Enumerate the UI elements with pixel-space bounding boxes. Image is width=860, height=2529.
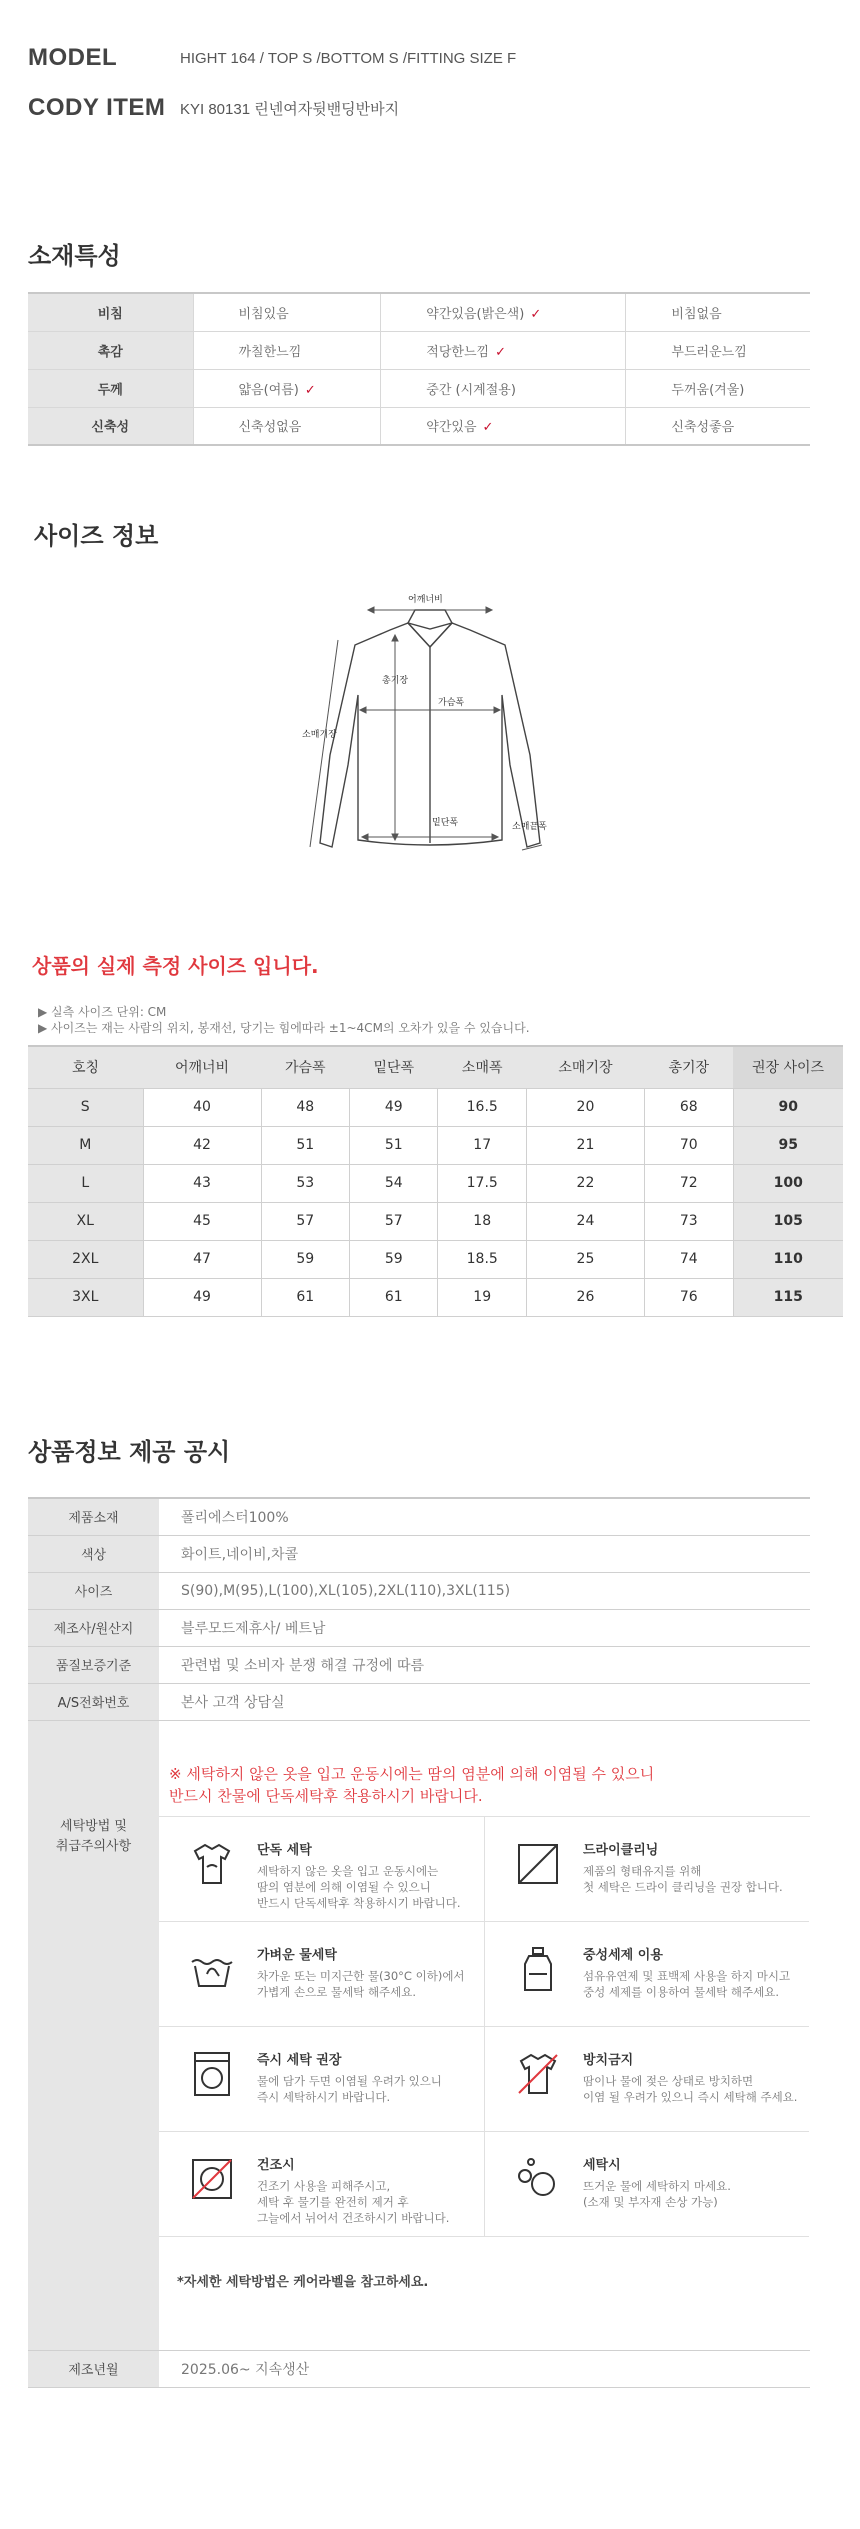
material-option [381,407,626,445]
material-key: 두께 [28,369,193,407]
size-cell: 40 [143,1088,261,1126]
detergent-icon [513,1944,563,1994]
care-item [159,2027,484,2132]
size-cell: 68 [644,1088,733,1126]
material-option [381,331,626,369]
size-row [28,1278,843,1316]
size-cell: 76 [644,1278,733,1316]
model-row [28,44,516,72]
info-value: S(90),M(95),L(100),XL(105),2XL(110),3XL(115) [159,1572,810,1609]
care-item-desc: 건조기 사용을 피해주시고, 세탁 후 물기를 완전히 제거 후 그늘에서 뉘어서 건조하시기 바랍니다. [257,2178,450,2225]
material-option [626,369,810,407]
size-cell: 73 [644,1202,733,1240]
size-header-cell: 가슴폭 [261,1046,349,1088]
material-option [381,369,626,407]
size-row [28,1202,843,1240]
info-row-made [28,2350,810,2387]
size-cell: 24 [526,1202,644,1240]
care-footer-note: *자세한 세탁방법은 케어라벨을 참고하세요. [177,2274,429,2290]
material-row [28,293,810,331]
size-cell: 42 [143,1126,261,1164]
sleeve-length-arrow [310,640,338,847]
size-cell: 3XL [28,1278,143,1316]
size-header-cell: 밑단폭 [349,1046,437,1088]
shirt-measure-diagram [290,585,550,865]
size-cell: 49 [143,1278,261,1316]
care-item [484,2132,809,2237]
info-key: 품질보증기준 [28,1646,159,1683]
care-item-desc: 섬유유연제 및 표백제 사용을 하지 마시고 중성 세제를 이용하여 물세탁 해주세요. [583,1968,791,1999]
size-cell: 21 [526,1126,644,1164]
care-item-desc: 제품의 형태유지를 위해 첫 세탁은 드라이 클리닝을 권장 합니다. [583,1863,783,1894]
size-cell: 95 [733,1126,843,1164]
size-cell: 110 [733,1240,843,1278]
size-cell: 26 [526,1278,644,1316]
material-row [28,331,810,369]
material-title: 소재특성 [28,242,121,270]
info-value: 2025.06~ 지속생산 [159,2350,810,2387]
size-cell: 18 [438,1202,526,1240]
hand-wash-icon [187,1944,237,1994]
info-value: 폴리에스터100% [159,1498,810,1535]
material-option [626,331,810,369]
size-header-cell: 호칭 [28,1046,143,1088]
material-option [626,407,810,445]
size-row [28,1240,843,1278]
care-item-desc: 세탁하지 않은 옷을 입고 운동시에는 땀의 염분에 의해 이염될 수 있으니 반드시 단독세탁후 착용하시기 바랍니다. [257,1863,461,1910]
label-chest: 가슴폭 [438,698,465,708]
size-cell: 51 [349,1126,437,1164]
size-cell: 57 [349,1202,437,1240]
size-cell: 51 [261,1126,349,1164]
care-item-desc: 차가운 또는 미지근한 물(30°C 이하)에서 가볍게 손으로 물세탁 해주세요. [257,1968,465,1999]
model-label: MODEL [28,44,118,71]
size-row [28,1088,843,1126]
info-row [28,1498,810,1535]
size-cell: 17.5 [438,1164,526,1202]
info-value: 블루모드제휴사/ 베트남 [159,1609,810,1646]
size-cell: 59 [349,1240,437,1278]
material-table [28,292,810,446]
material-key: 촉감 [28,331,193,369]
info-row [28,1572,810,1609]
size-cell: 53 [261,1164,349,1202]
care-row [28,1720,810,2350]
info-row [28,1646,810,1683]
label-total-length: 총기장 [382,676,409,686]
material-key: 신축성 [28,407,193,445]
info-row [28,1609,810,1646]
check-icon: ✓ [495,344,506,360]
care-warning: ※ 세탁하지 않은 옷을 입고 운동시에는 땀의 염분에 의해 이염될 수 있으니 반드시 찬물에 단독세탁후 착용하시기 바랍니다. [169,1764,655,1805]
material-option-label: 부드러운느낌 [671,344,747,360]
washing-machine-icon [187,2049,237,2099]
size-cell: 74 [644,1240,733,1278]
check-icon: ✓ [530,306,542,322]
info-value: 관련법 및 소비자 분쟁 해결 규정에 따름 [159,1646,810,1683]
size-cell: 61 [261,1278,349,1316]
info-key: A/S전화번호 [28,1683,159,1720]
material-option-label: 비침없음 [671,306,722,322]
care-content [159,1720,810,2350]
material-option [193,407,381,445]
care-item-title: 중성세제 이용 [583,1947,663,1963]
size-cell: XL [28,1202,143,1240]
care-item-title: 세탁시 [583,2157,621,2173]
material-option-label: 중간 (시계절용) [426,382,516,398]
size-cell: 57 [261,1202,349,1240]
product-info-table [28,1497,810,2388]
info-value: 본사 고객 상담실 [159,1683,810,1720]
cody-value: KYI 80131 린넨여자뒷밴딩반바지 [180,100,400,118]
size-cell: 20 [526,1088,644,1126]
care-item-desc: 뜨거운 물에 세탁하지 마세요. (소재 및 부자재 손상 가능) [583,2178,731,2209]
size-cell: 61 [349,1278,437,1316]
size-cell: L [28,1164,143,1202]
size-cell: 17 [438,1126,526,1164]
info-value: 화이트,네이비,차콜 [159,1535,810,1572]
size-cell: 70 [644,1126,733,1164]
label-sleeve-width: 소매끝폭 [512,822,547,832]
size-cell: 19 [438,1278,526,1316]
care-item-title: 가벼운 물세탁 [257,1947,337,1963]
info-key: 제조년월 [28,2350,159,2387]
info-key: 제품소재 [28,1498,159,1535]
check-icon: ✓ [482,420,494,436]
material-key: 비침 [28,293,193,331]
material-row [28,369,810,407]
material-option-label: 약간있음(밝은색) [426,306,525,322]
label-sleeve-length: 소매기장 [302,730,337,740]
size-header-cell: 총기장 [644,1046,733,1088]
size-header-cell: 어깨너비 [143,1046,261,1088]
care-item-title: 방치금지 [583,2052,634,2068]
material-option-label: 신축성좋음 [671,420,735,436]
material-option [193,293,381,331]
size-cell: 18.5 [438,1240,526,1278]
material-option-label: 신축성없음 [238,420,302,436]
size-cell: 90 [733,1088,843,1126]
size-header-cell: 소매기장 [526,1046,644,1088]
size-note-unit: ▶ 실측 사이즈 단위: CM [38,1005,167,1019]
care-item-title: 건조시 [257,2157,295,2173]
care-item [484,1922,809,2027]
care-key: 세탁방법 및 취급주의사항 [28,1720,159,2350]
size-cell: 59 [261,1240,349,1278]
label-hem: 밑단폭 [432,818,459,828]
size-cell: 54 [349,1164,437,1202]
info-row [28,1683,810,1720]
size-header-cell: 소매폭 [438,1046,526,1088]
info-row [28,1535,810,1572]
size-cell: 43 [143,1164,261,1202]
size-table [28,1045,843,1317]
info-key: 사이즈 [28,1572,159,1609]
info-key: 제조사/원산지 [28,1609,159,1646]
material-option [193,331,381,369]
material-row [28,407,810,445]
model-value: HIGHT 164 / TOP S /BOTTOM S /FITTING SIZE F [180,49,517,67]
bubbles-icon [513,2154,563,2204]
size-cell: 100 [733,1164,843,1202]
care-item [159,1922,484,2027]
size-cell: 16.5 [438,1088,526,1126]
size-notice-title: 상품의 실제 측정 사이즈 입니다. [32,954,319,978]
no-dryer-icon [187,2154,237,2204]
cody-label: CODY ITEM [28,94,166,121]
material-option-label: 비침있음 [238,306,289,322]
size-cell: S [28,1088,143,1126]
size-cell: 47 [143,1240,261,1278]
care-item-desc: 물에 담가 두면 이염될 우려가 있으니 즉시 세탁하시기 바랍니다. [257,2073,442,2104]
check-icon: ✓ [304,382,316,398]
care-item [484,1817,809,1922]
care-item [159,2132,484,2237]
material-option-label: 까칠한느낌 [238,344,302,360]
care-item-title: 드라이클리닝 [583,1842,659,1858]
material-option-label: 적당한느낌 [426,344,490,360]
care-item-title: 단독 세탁 [257,1842,312,1858]
material-option [626,293,810,331]
material-option-label: 얇음(여름) [238,382,299,398]
material-option-label: 두꺼움(겨울) [671,382,745,398]
size-cell: 45 [143,1202,261,1240]
size-cell: 25 [526,1240,644,1278]
material-option [193,369,381,407]
label-shoulder: 어깨너비 [408,595,443,605]
material-option-label: 약간있음 [426,420,477,436]
size-info-title: 사이즈 정보 [34,522,159,550]
size-cell: 2XL [28,1240,143,1278]
size-cell: 115 [733,1278,843,1316]
care-item [159,1817,484,1922]
size-row [28,1164,843,1202]
size-cell: M [28,1126,143,1164]
dry-clean-icon [513,1839,563,1889]
size-cell: 22 [526,1164,644,1202]
size-cell: 48 [261,1088,349,1126]
material-option [381,293,626,331]
size-cell: 49 [349,1088,437,1126]
no-leave-icon [513,2049,563,2099]
cody-row [28,94,399,122]
info-key: 색상 [28,1535,159,1572]
care-item-desc: 땀이나 물에 젖은 상태로 방치하면 이염 될 우려가 있으니 즉시 세탁해 주세요. [583,2073,798,2104]
size-row [28,1126,843,1164]
care-item [484,2027,809,2132]
care-grid [159,1816,810,2225]
product-info-title: 상품정보 제공 공시 [28,1438,231,1466]
care-item-title: 즉시 세탁 권장 [257,2052,342,2068]
size-header-cell: 권장 사이즈 [733,1046,843,1088]
size-cell: 105 [733,1202,843,1240]
size-note-error: ▶ 사이즈는 재는 사람의 위치, 봉재선, 당기는 힘에따라 ±1~4CM의 오차가 있을 수 있습니다. [38,1021,530,1035]
tshirt-wash-icon [187,1839,237,1889]
size-cell: 72 [644,1164,733,1202]
